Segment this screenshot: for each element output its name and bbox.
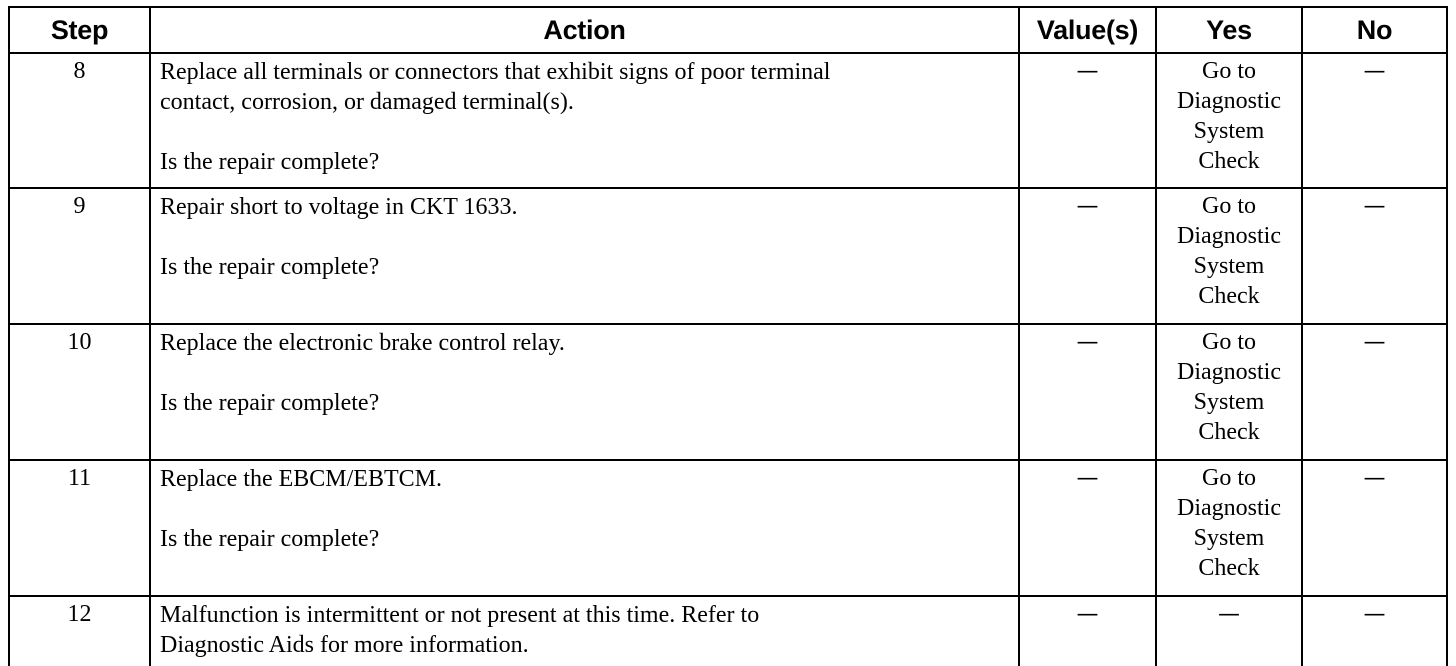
no-dash: —: [1363, 466, 1386, 491]
value-dash: —: [1076, 466, 1099, 491]
yes-text: Go to: [1202, 58, 1256, 84]
table-row: [9, 460, 1447, 596]
value-cell: [1019, 460, 1156, 596]
action-cell: [150, 188, 1019, 324]
action-text: Diagnostic Aids for more information.: [160, 632, 529, 658]
action-text: Malfunction is intermittent or not present at this time. Refer to: [160, 602, 760, 628]
yes-cell: [1156, 460, 1302, 596]
value-cell: [1019, 596, 1156, 666]
no-cell: [1302, 596, 1447, 666]
yes-text: System: [1193, 253, 1265, 279]
no-dash: —: [1363, 330, 1386, 355]
yes-text: System: [1193, 525, 1265, 551]
header-values: Value(s): [1019, 7, 1156, 53]
yes-text: Diagnostic: [1177, 359, 1281, 385]
yes-dash: —: [1218, 602, 1240, 627]
step-number: 12: [9, 596, 150, 666]
action-text: Repair short to voltage in CKT 1633.: [160, 194, 518, 220]
action-text: Replace the EBCM/EBTCM.: [160, 466, 442, 492]
yes-cell: [1156, 324, 1302, 460]
step-number: 8: [9, 53, 150, 188]
yes-text: Diagnostic: [1177, 223, 1281, 249]
yes-text: System: [1193, 389, 1265, 415]
action-cell: [150, 596, 1019, 666]
value-dash: —: [1076, 602, 1099, 627]
value-cell: [1019, 188, 1156, 324]
action-question: Is the repair complete?: [160, 390, 380, 416]
action-question: Is the repair complete?: [160, 526, 380, 552]
header-yes: Yes: [1156, 7, 1302, 53]
no-cell: [1302, 53, 1447, 188]
value-dash: —: [1076, 330, 1099, 355]
table-row: [9, 596, 1447, 666]
yes-cell: [1156, 53, 1302, 188]
header-step: Step: [9, 7, 150, 53]
yes-text: Diagnostic: [1177, 495, 1281, 521]
value-dash: —: [1076, 59, 1099, 84]
diagnostic-table: [8, 6, 1448, 666]
action-cell: [150, 324, 1019, 460]
action-question: Is the repair complete?: [160, 254, 380, 280]
action-text: Replace all terminals or connectors that exhibit signs of poor terminal: [160, 59, 831, 85]
header-action: Action: [150, 7, 1019, 53]
value-dash: —: [1076, 194, 1099, 219]
yes-text: Go to: [1202, 193, 1256, 219]
table-row: [9, 53, 1447, 188]
value-cell: [1019, 324, 1156, 460]
no-dash: —: [1363, 602, 1386, 627]
header-row: [9, 7, 1447, 53]
yes-text: Check: [1198, 555, 1260, 581]
no-dash: —: [1363, 194, 1386, 219]
yes-cell: [1156, 188, 1302, 324]
yes-text: System: [1193, 118, 1265, 144]
action-cell: [150, 53, 1019, 188]
action-text: contact, corrosion, or damaged terminal(s).: [160, 89, 574, 115]
yes-text: Check: [1198, 283, 1260, 309]
no-cell: [1302, 324, 1447, 460]
value-cell: [1019, 53, 1156, 188]
yes-text: Go to: [1202, 465, 1256, 491]
step-number: 9: [9, 188, 150, 324]
header-no: No: [1302, 7, 1447, 53]
no-cell: [1302, 460, 1447, 596]
action-cell: [150, 460, 1019, 596]
no-cell: [1302, 188, 1447, 324]
yes-text: Diagnostic: [1177, 88, 1281, 114]
table-row: [9, 188, 1447, 324]
yes-cell: [1156, 596, 1302, 666]
yes-text: Check: [1198, 419, 1260, 445]
table-row: [9, 324, 1447, 460]
step-number: 10: [9, 324, 150, 460]
yes-text: Go to: [1202, 329, 1256, 355]
no-dash: —: [1363, 59, 1386, 84]
step-number: 11: [9, 460, 150, 596]
yes-text: Check: [1198, 148, 1260, 174]
action-text: Replace the electronic brake control relay.: [160, 330, 565, 356]
action-question: Is the repair complete?: [160, 149, 380, 175]
